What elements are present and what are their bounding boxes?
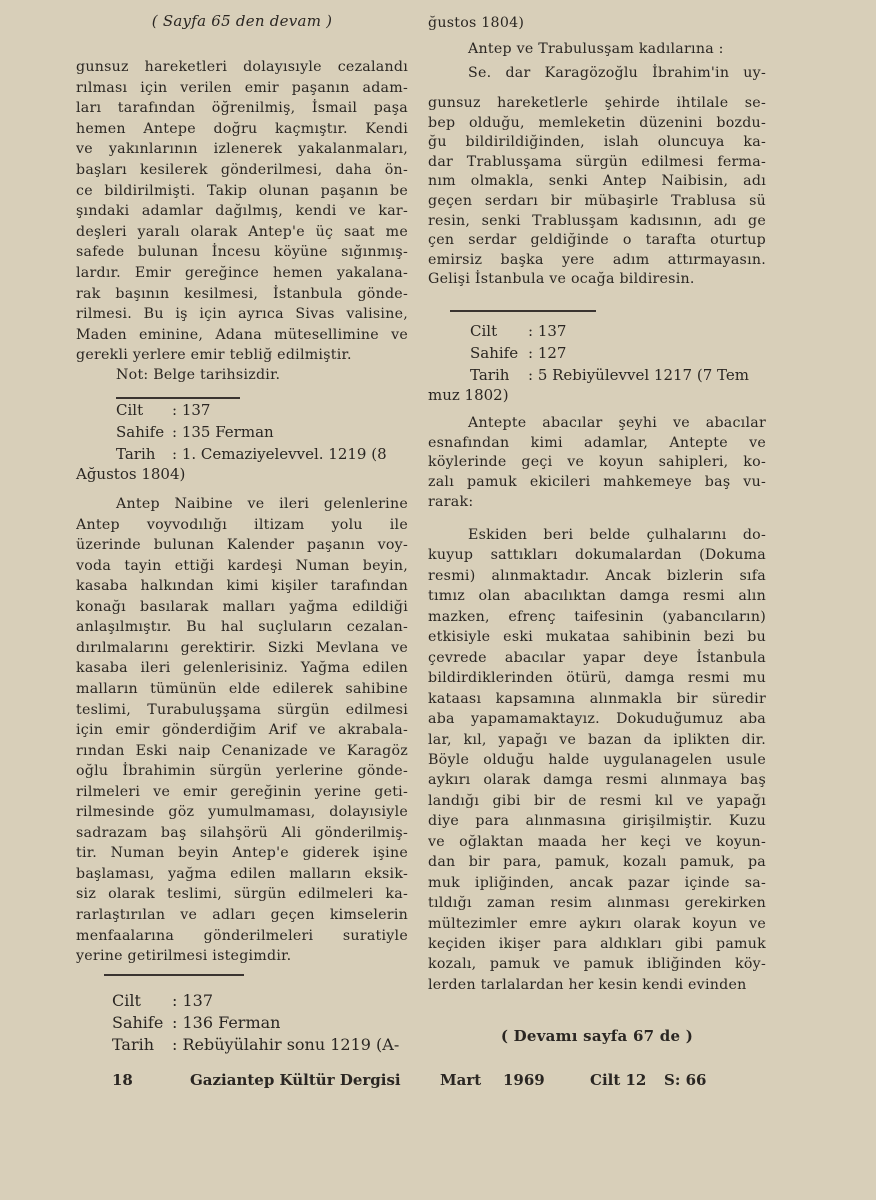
- record-sahife-value: : 136 Ferman: [172, 1013, 281, 1032]
- text-line: Böyle olduğu halde uygulanagelen usule: [428, 751, 766, 768]
- text-line: başlaması, yağma edilen malların eksik-: [76, 865, 408, 882]
- text-line: üzerinde bulunan Kalender paşanın voy-: [76, 537, 408, 554]
- text-line: ğu bildirildiğinden, islah oluncuya ka-: [428, 134, 766, 151]
- text-line: resin, senki Trablusşam kadısının, adı ge: [428, 212, 766, 229]
- text-line: muk ipliğinden, ancak pazar içinde sa-: [428, 874, 766, 891]
- text-line: anlaşılmıştır. Bu hal suçluların cezalan-: [76, 619, 408, 636]
- text-line: esnafından kimi adamlar, Antepte ve: [428, 434, 766, 451]
- text-line: rak başının kesilmesi, İstanbula gönde-: [76, 285, 408, 302]
- record-tarih-continued: muz 1802): [428, 386, 509, 404]
- text-line: rından Eski naip Cenanizade ve Karagöz: [76, 742, 408, 759]
- text-line: bildirdiklerinden ötürü, damga resmi mu: [428, 670, 766, 687]
- text-line: Maden eminine, Adana mütesellimine ve: [76, 326, 408, 343]
- text-line: gunsuz hareketleri dolayısıyle cezalandı: [76, 59, 408, 75]
- text-line: menfaalarına gönderilmeleri suratiyle: [76, 927, 408, 944]
- page-number: 18: [112, 1071, 133, 1089]
- record-sahife-label: Sahife: [470, 344, 519, 362]
- text-line: deşleri yaralı olarak Antep'e üç saat me: [76, 223, 408, 240]
- record-cilt-label: Cilt: [116, 401, 144, 419]
- record-tarih-label: Tarih: [116, 445, 156, 463]
- text-line: tımız olan abacılıktan damga resmi alın: [428, 588, 766, 605]
- right-top-line: ğustos 1804): [428, 15, 525, 31]
- text-line: çevrede abacılar yapar deye İstanbula: [428, 649, 766, 666]
- text-line: ve yakınlarının izlenerek yakalanmaları,: [76, 141, 408, 158]
- text-line: için emir gönderdiğim Arif ve akrabala-: [76, 722, 408, 739]
- text-line: kataası kapsamına alınmakla bir süredir: [428, 690, 766, 707]
- text-line: lar, kıl, yapağı ve bazan da iplikten dir.: [428, 731, 766, 748]
- text-line: yerine getirilmesi istegimdir.: [76, 948, 292, 965]
- text-line: gerekli yerlere emir tebliğ edilmiştir.: [76, 347, 352, 364]
- text-line: keçiden ikişer para aldıkları gibi pamuk: [428, 936, 766, 952]
- text-line: dırılmalarını gerektirir. Sizki Mevlana ve: [76, 639, 408, 656]
- record-cilt-value: : 137: [172, 991, 214, 1010]
- text-line: kasaba ileri gelenlerisiniz. Yağma edilen: [76, 660, 408, 677]
- text-line: rılması için verilen emir paşanın adam-: [76, 79, 408, 96]
- text-line: oğlu İbrahimin sürgün yerlerine gönde-: [76, 763, 408, 780]
- text-line: landığı gibi bir de resmi kıl ve yapağı: [428, 792, 766, 809]
- text-line: zalı pamuk ekicileri mahkemeye baş vu-: [428, 474, 766, 491]
- text-line: aba yapamamaktayız. Dokuduğumuz aba: [428, 711, 766, 728]
- record-sahife-value: : 127: [528, 344, 567, 362]
- text-line: ve oğlaktan maada her keçi ve koyun-: [428, 833, 766, 850]
- text-line: bep olduğu, memleketin düzenini bozdu-: [428, 114, 766, 131]
- text-line: ce bildirilmişti. Takip olunan paşanın be: [76, 182, 408, 199]
- text-line: emirsiz başka yere adım attırmayasın.: [428, 251, 766, 268]
- text-line: köylerinde geçi ve koyun sahipleri, ko-: [428, 454, 766, 471]
- text-line: Antep voyvodılığı iltizam yolu ile: [76, 516, 408, 533]
- text-line: dan bir para, pamuk, kozalı pamuk, pa: [428, 854, 766, 871]
- text-line: rarlaştırılan ve adları geçen kimselerin: [76, 907, 408, 923]
- text-line: geçen serdarı bir mübaşirle Trablusa sü: [428, 193, 766, 209]
- text-line: kasaba halkından kimi kişiler tarafından: [76, 578, 408, 595]
- record-tarih-label: Tarih: [112, 1035, 155, 1054]
- record-cilt-value: : 137: [172, 401, 211, 419]
- text-line: sadrazam baş silahşörü Ali gönderilmiş-: [76, 824, 408, 841]
- text-line: tıldığı zaman resim alınması gerekirken: [428, 895, 766, 912]
- text-line: hemen Antepe doğru kaçmıştır. Kendi: [76, 120, 408, 137]
- text-line: Antep Naibine ve ileri gelenlerine: [116, 496, 408, 512]
- text-line: mültezimler emre aykırı olarak koyun ve: [428, 915, 766, 932]
- issue-year: 1969: [503, 1071, 545, 1089]
- text-line: diye para alınmasına girişilmiştir. Kuzu: [428, 813, 766, 830]
- text-line: kozalı, pamuk ve pamuk ibliğinden köy-: [428, 956, 766, 973]
- record-tarih-value: : Rebüyülahir sonu 1219 (A-: [172, 1035, 400, 1054]
- text-line: başları kesilerek gönderilmesi, daha ön-: [76, 162, 408, 178]
- text-line: lardır. Emir gereğince hemen yakalana-: [76, 265, 408, 281]
- text-line: aykırı olarak damga resmi alınmaya baş: [428, 772, 766, 789]
- divider-rule: [104, 974, 244, 976]
- text-line: rilmesi. Bu iş için ayrıca Sivas valisine,: [76, 306, 408, 323]
- text-line: rilmeleri ve emir gereğinin yerine geti-: [76, 783, 408, 800]
- text-line: nım olmakla, senki Antep Naibisin, adı: [428, 173, 766, 190]
- text-line: safede bulunan İncesu köyüne sığınmış-: [76, 244, 408, 261]
- record-tarih-label: Tarih: [470, 366, 510, 384]
- text-line: voda tayin ettiği kardeşi Numan beyin,: [76, 557, 408, 574]
- addressee-line: Antep ve Trabulusşam kadılarına :: [468, 41, 724, 57]
- record-cilt-label: Cilt: [112, 991, 141, 1010]
- record-cilt-value: : 137: [528, 322, 567, 340]
- text-line: gunsuz hareketlerle şehirde ihtilale se-: [428, 95, 766, 111]
- text-line: dar Trablusşama sürgün edilmesi ferma-: [428, 153, 766, 170]
- volume-number: Cilt 12: [590, 1071, 647, 1089]
- issue-month: Mart: [440, 1071, 482, 1089]
- text-line: Eskiden beri belde çulhalarını do-: [468, 527, 766, 543]
- record-sahife-label: Sahife: [112, 1013, 164, 1032]
- right-top-line: Se. dar Karagözoğlu İbrahim'in uy-: [468, 65, 766, 81]
- text-line: teslimi, Turabuluşşama sürgün edilmesi: [76, 701, 408, 718]
- record-cilt-label: Cilt: [470, 322, 498, 340]
- page-label: S: 66: [664, 1071, 707, 1089]
- continued-from-header: ( Sayfa 65 den devam ): [151, 12, 333, 30]
- text-line: kuyup sattıkları dokumalardan (Dokuma: [428, 547, 766, 564]
- text-line: etkisiyle eski mukataa sahibinin bezi bu: [428, 629, 766, 646]
- note-line: Not: Belge tarihsizdir.: [116, 367, 281, 383]
- text-line: şındaki adamlar dağılmış, kendi ve kar-: [76, 203, 408, 220]
- text-line: ları tarafından öğrenilmiş, İsmail paşa: [76, 100, 408, 117]
- record-sahife-label: Sahife: [116, 423, 165, 441]
- text-line: rarak:: [428, 493, 474, 510]
- record-tarih-value: : 5 Rebiyülevvel 1217 (7 Tem: [528, 366, 749, 384]
- continued-on-footer: ( Devamı sayfa 67 de ): [500, 1027, 694, 1045]
- text-line: resmi) alınmaktadır. Ancak bizlerin sıfa: [428, 567, 766, 584]
- text-line: siz olarak teslimi, sürgün edilmeleri ka-: [76, 886, 408, 903]
- journal-name: Gaziantep Kültür Dergisi: [190, 1071, 401, 1089]
- divider-rule: [450, 310, 596, 312]
- text-line: malların tümünün elde edilerek sahibine: [76, 680, 408, 697]
- text-line: rilmesinde göz yumulmaması, dolayısiyle: [76, 804, 408, 821]
- text-line: Antepte abacılar şeyhi ve abacılar: [468, 415, 766, 431]
- record-tarih-value: : 1. Cemaziyelevvel. 1219 (8: [172, 445, 387, 463]
- record-tarih-continued: Ağustos 1804): [76, 465, 186, 483]
- text-line: Gelişi İstanbula ve ocağa bildiresin.: [428, 271, 695, 288]
- text-line: çen serdar geldiğinde o tarafta oturtup: [428, 232, 766, 249]
- text-line: lerden tarlalardan her kesin kendi evinden: [428, 976, 747, 993]
- text-line: mazken, efrenç taifesinin (yabancıların): [428, 608, 766, 625]
- text-line: tir. Numan beyin Antep'e giderek işine: [76, 845, 408, 862]
- record-sahife-value: : 135 Ferman: [172, 423, 274, 441]
- text-line: konağı basılarak malları yağma edildiği: [76, 598, 408, 615]
